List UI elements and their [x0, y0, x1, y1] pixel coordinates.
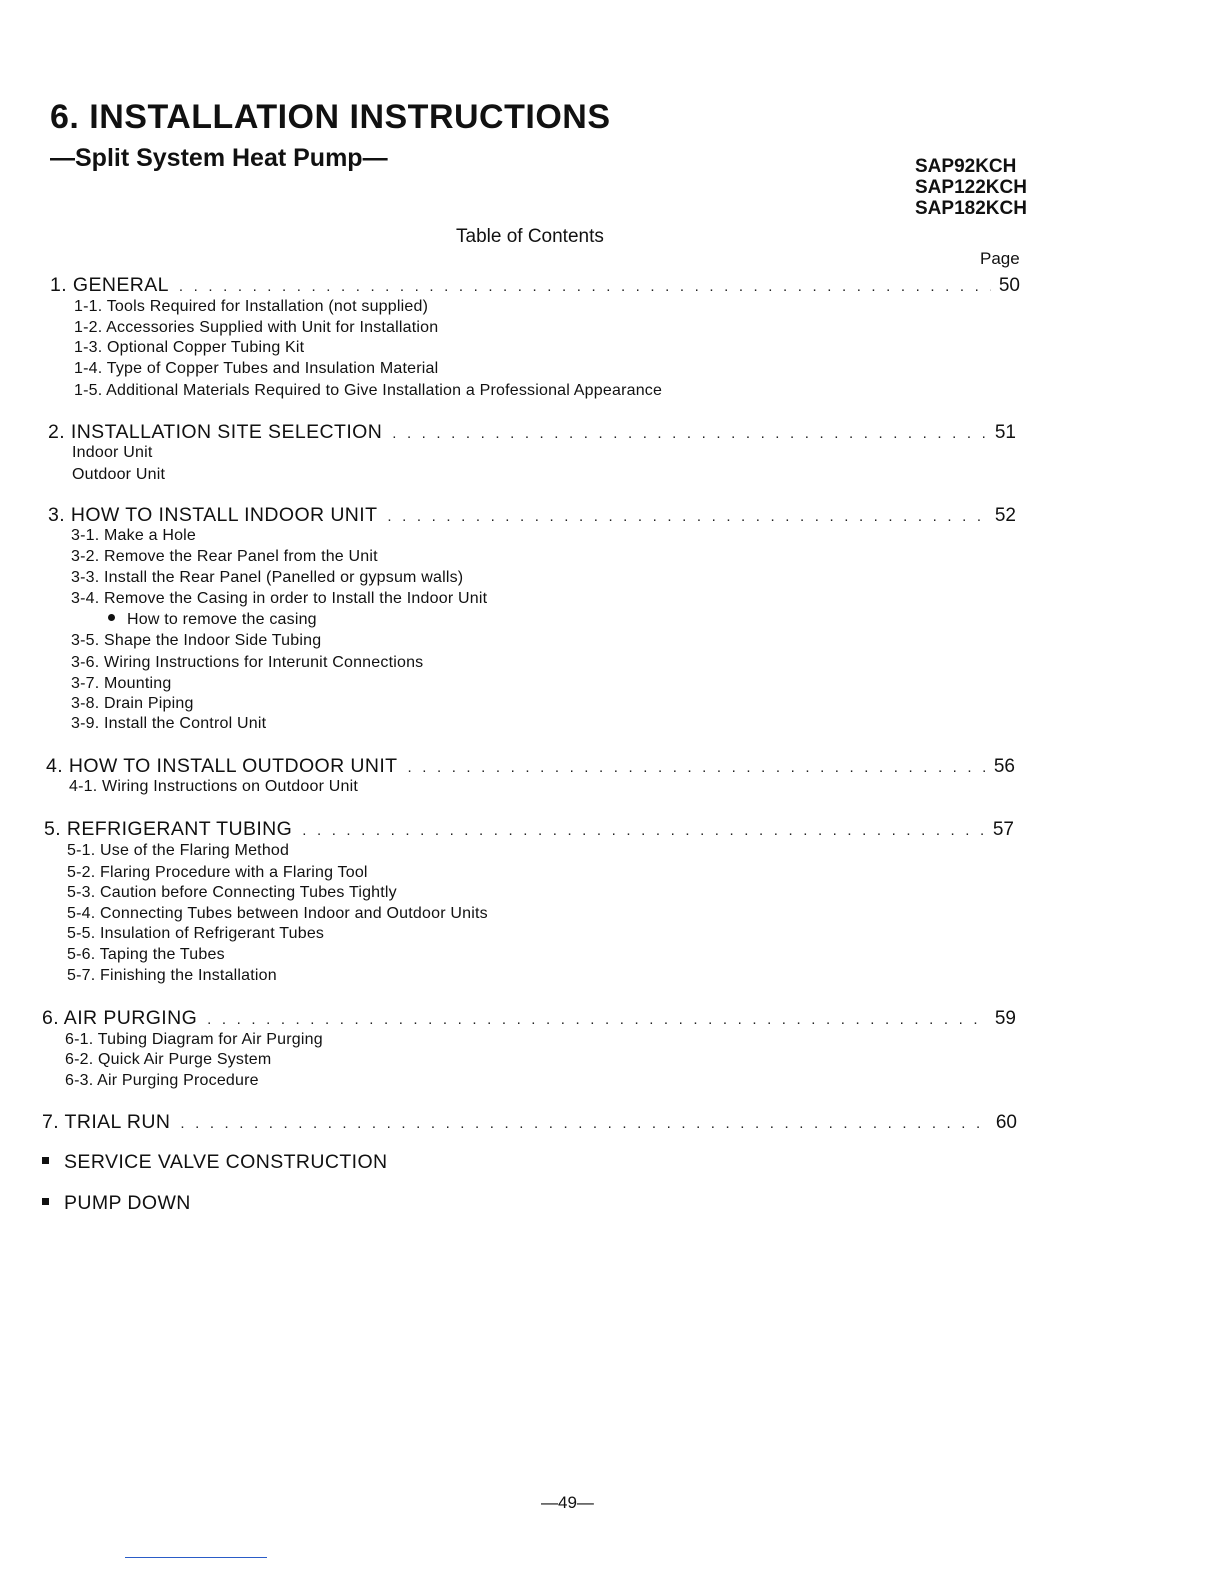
toc-item: 3-1. Make a Hole [71, 527, 197, 544]
toc-item: 3-4. Remove the Casing in order to Install the Indoor Unit [71, 590, 488, 607]
toc-item-text: How to remove the casing [127, 611, 317, 628]
toc-section-air-purging [42, 1007, 1016, 1030]
dot-leader [302, 822, 985, 839]
square-bullet-icon [42, 1157, 49, 1164]
model-number: SAP92KCH [915, 156, 1017, 177]
footer-rule [125, 1557, 267, 1558]
toc-section-trial-run [42, 1111, 1017, 1134]
toc-section-page: 57 [992, 819, 1014, 840]
toc-item: 5-7. Finishing the Installation [67, 967, 277, 984]
dot-leader [180, 1115, 988, 1132]
toc-item: 5-2. Flaring Procedure with a Flaring Tool [67, 864, 368, 881]
toc-section-label: 4. HOW TO INSTALL OUTDOOR UNIT [46, 755, 398, 777]
page-column-label: Page [980, 249, 1020, 268]
dot-leader [407, 759, 985, 776]
toc-section-page: 50 [998, 275, 1020, 296]
toc-item: 1-1. Tools Required for Installation (not supplied) [74, 298, 429, 315]
toc-section-page: 60 [995, 1112, 1017, 1133]
toc-item: 1-5. Additional Materials Required to Give Installation a Professional Appearance [74, 382, 663, 399]
toc-item: 5-5. Insulation of Refrigerant Tubes [67, 925, 325, 942]
dot-leader [179, 278, 991, 295]
page-title: 6. INSTALLATION INSTRUCTIONS [50, 98, 611, 136]
toc-item: 3-6. Wiring Instructions for Interunit Connections [71, 654, 424, 671]
dot-leader [392, 425, 987, 442]
model-number: SAP182KCH [915, 198, 1027, 219]
toc-section-general [50, 274, 1020, 297]
toc-section-installation-site-selection [48, 421, 1016, 444]
toc-section-label: 7. TRIAL RUN [42, 1111, 171, 1133]
toc-item: 5-3. Caution before Connecting Tubes Tightly [67, 884, 397, 901]
toc-item: 3-7. Mounting [71, 675, 172, 692]
toc-section-label: 2. INSTALLATION SITE SELECTION [48, 421, 383, 443]
toc-extra-label: PUMP DOWN [64, 1192, 191, 1214]
model-number: SAP122KCH [915, 177, 1027, 198]
page-number: —49— [541, 1493, 594, 1512]
toc-item: Outdoor Unit [72, 466, 166, 483]
toc-section-install-indoor-unit [48, 504, 1016, 527]
toc-item-bulleted [108, 611, 317, 629]
toc-section-page: 56 [993, 756, 1015, 777]
toc-item: 1-4. Type of Copper Tubes and Insulation Material [74, 360, 439, 377]
toc-section-label: 3. HOW TO INSTALL INDOOR UNIT [48, 504, 378, 526]
bullet-icon [108, 614, 115, 621]
toc-item: 5-6. Taping the Tubes [67, 946, 225, 963]
toc-item: 5-4. Connecting Tubes between Indoor and Outdoor Units [67, 905, 488, 922]
toc-item: 3-8. Drain Piping [71, 695, 194, 712]
toc-item: 1-3. Optional Copper Tubing Kit [74, 339, 305, 356]
model-list [915, 156, 1027, 219]
toc-section-page: 51 [994, 422, 1016, 443]
toc-item: 1-2. Accessories Supplied with Unit for Installation [74, 319, 439, 336]
toc-section-page: 52 [994, 505, 1016, 526]
toc-item: 3-9. Install the Control Unit [71, 715, 267, 732]
toc-item: 4-1. Wiring Instructions on Outdoor Unit [69, 778, 359, 795]
toc-item: 3-3. Install the Rear Panel (Panelled or gypsum walls) [71, 569, 464, 586]
toc-item: 5-1. Use of the Flaring Method [67, 842, 290, 859]
toc-item: 3-5. Shape the Indoor Side Tubing [71, 632, 322, 649]
toc-item: 3-2. Remove the Rear Panel from the Unit [71, 548, 378, 565]
page-subtitle: —Split System Heat Pump— [50, 144, 388, 172]
toc-section-label: 1. GENERAL [50, 274, 169, 296]
toc-section-install-outdoor-unit [46, 755, 1015, 778]
toc-section-label: 6. AIR PURGING [42, 1007, 198, 1029]
toc-extra-label: SERVICE VALVE CONSTRUCTION [64, 1151, 388, 1173]
dot-leader [387, 508, 986, 525]
toc-extra-pump-down [42, 1192, 191, 1215]
toc-item: 6-1. Tubing Diagram for Air Purging [65, 1031, 323, 1048]
toc-item: 6-2. Quick Air Purge System [65, 1051, 272, 1068]
toc-section-page: 59 [994, 1008, 1016, 1029]
toc-title: Table of Contents [456, 226, 604, 247]
dot-leader [207, 1011, 987, 1028]
square-bullet-icon [42, 1198, 49, 1205]
toc-item: Indoor Unit [72, 444, 153, 461]
toc-item: 6-3. Air Purging Procedure [65, 1072, 259, 1089]
toc-extra-service-valve [42, 1151, 388, 1174]
toc-section-label: 5. REFRIGERANT TUBING [44, 818, 293, 840]
toc-section-refrigerant-tubing [44, 818, 1014, 841]
